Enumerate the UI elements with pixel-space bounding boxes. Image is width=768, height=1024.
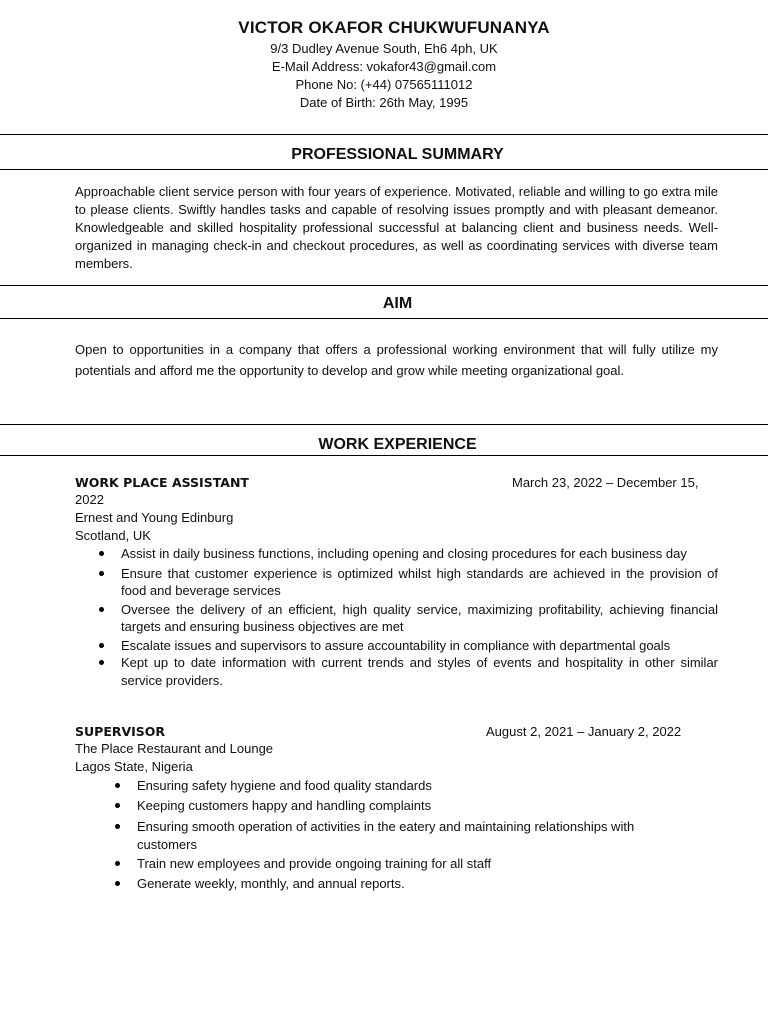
bullet-icon (115, 803, 120, 808)
section-divider (0, 424, 768, 425)
job-title: SUPERVISOR (75, 724, 166, 739)
job-dates: August 2, 2021 – January 2, 2022 (486, 724, 682, 739)
candidate-name: VICTOR OKAFOR CHUKWUFUNANYA (238, 18, 550, 37)
section-divider (0, 318, 768, 319)
list-item: Ensure that customer experience is optimized whilst high standards are achieved in the provision of food and beverage services (121, 565, 718, 600)
bullet-icon (115, 783, 120, 788)
job-company: The Place Restaurant and Lounge (75, 741, 274, 756)
email-line: E-Mail Address: vokafor43@gmail.com (271, 59, 497, 74)
bullet-icon (99, 660, 104, 665)
experience-heading: WORK EXPERIENCE (318, 436, 477, 453)
bullet-icon (115, 861, 120, 866)
list-item: Assist in daily business functions, including opening and closing procedures for each business day (121, 545, 718, 563)
list-item: Keeping customers happy and handling complaints (137, 797, 697, 815)
aim-heading: AIM (382, 295, 413, 312)
dob-line: Date of Birth: 26th May, 1995 (299, 95, 469, 110)
summary-heading: PROFESSIONAL SUMMARY (291, 146, 504, 163)
list-item: Ensuring safety hygiene and food quality standards (137, 777, 697, 795)
bullet-icon (99, 551, 104, 556)
section-divider (0, 169, 768, 170)
job-dates-wrap: 2022 (75, 492, 104, 507)
bullet-icon (115, 824, 120, 829)
list-item: Escalate issues and supervisors to assure accountability in compliance with departmental goals (121, 637, 718, 655)
bullet-icon (115, 881, 120, 886)
job-company: Ernest and Young Edinburg (75, 510, 234, 525)
aim-text: Open to opportunities in a company that offers a professional working environment that will fully utilize my potentials and afford me the opportunity to develop and grow while meeting organizational goal. (75, 342, 718, 378)
duty-list (137, 777, 697, 892)
list-item: Oversee the delivery of an efficient, high quality service, maximizing profitability, achieving financial targets and ensuring business objectives are met (121, 601, 718, 636)
job-dates: March 23, 2022 – December 15, (512, 475, 699, 490)
section-divider (0, 285, 768, 286)
address-line: 9/3 Dudley Avenue South, Eh6 4ph, UK (270, 41, 498, 56)
list-item: Generate weekly, monthly, and annual reports. (137, 875, 697, 893)
duty-list (121, 545, 718, 689)
bullet-icon (99, 571, 104, 576)
list-item: Kept up to date information with current trends and styles of events and hospitality in other similar service providers. (121, 654, 718, 689)
list-item: Train new employees and provide ongoing training for all staff (137, 855, 697, 873)
job-location: Lagos State, Nigeria (75, 759, 193, 774)
list-item: Ensuring smooth operation of activities in the eatery and maintaining relationships with customers (137, 818, 697, 853)
bullet-icon (99, 607, 104, 612)
job-location: Scotland, UK (75, 528, 151, 543)
section-divider (0, 134, 768, 135)
job-title: WORK PLACE ASSISTANT (75, 475, 249, 490)
phone-line: Phone No: (+44) 07565111012 (295, 77, 473, 92)
bullet-icon (99, 643, 104, 648)
section-divider (0, 455, 768, 456)
summary-text: Approachable client service person with four years of experience. Motivated, reliable and willing to go extra mile to please clients. Swiftly handles tasks and capable of resolving issues promptly and with pleasant demeanor. Knowledgeable and skilled hospitality professional successful at balancing client and business needs. Well-organized in managing check-in and checkout procedures, as well as coordinating services with diverse team members. (75, 184, 718, 271)
